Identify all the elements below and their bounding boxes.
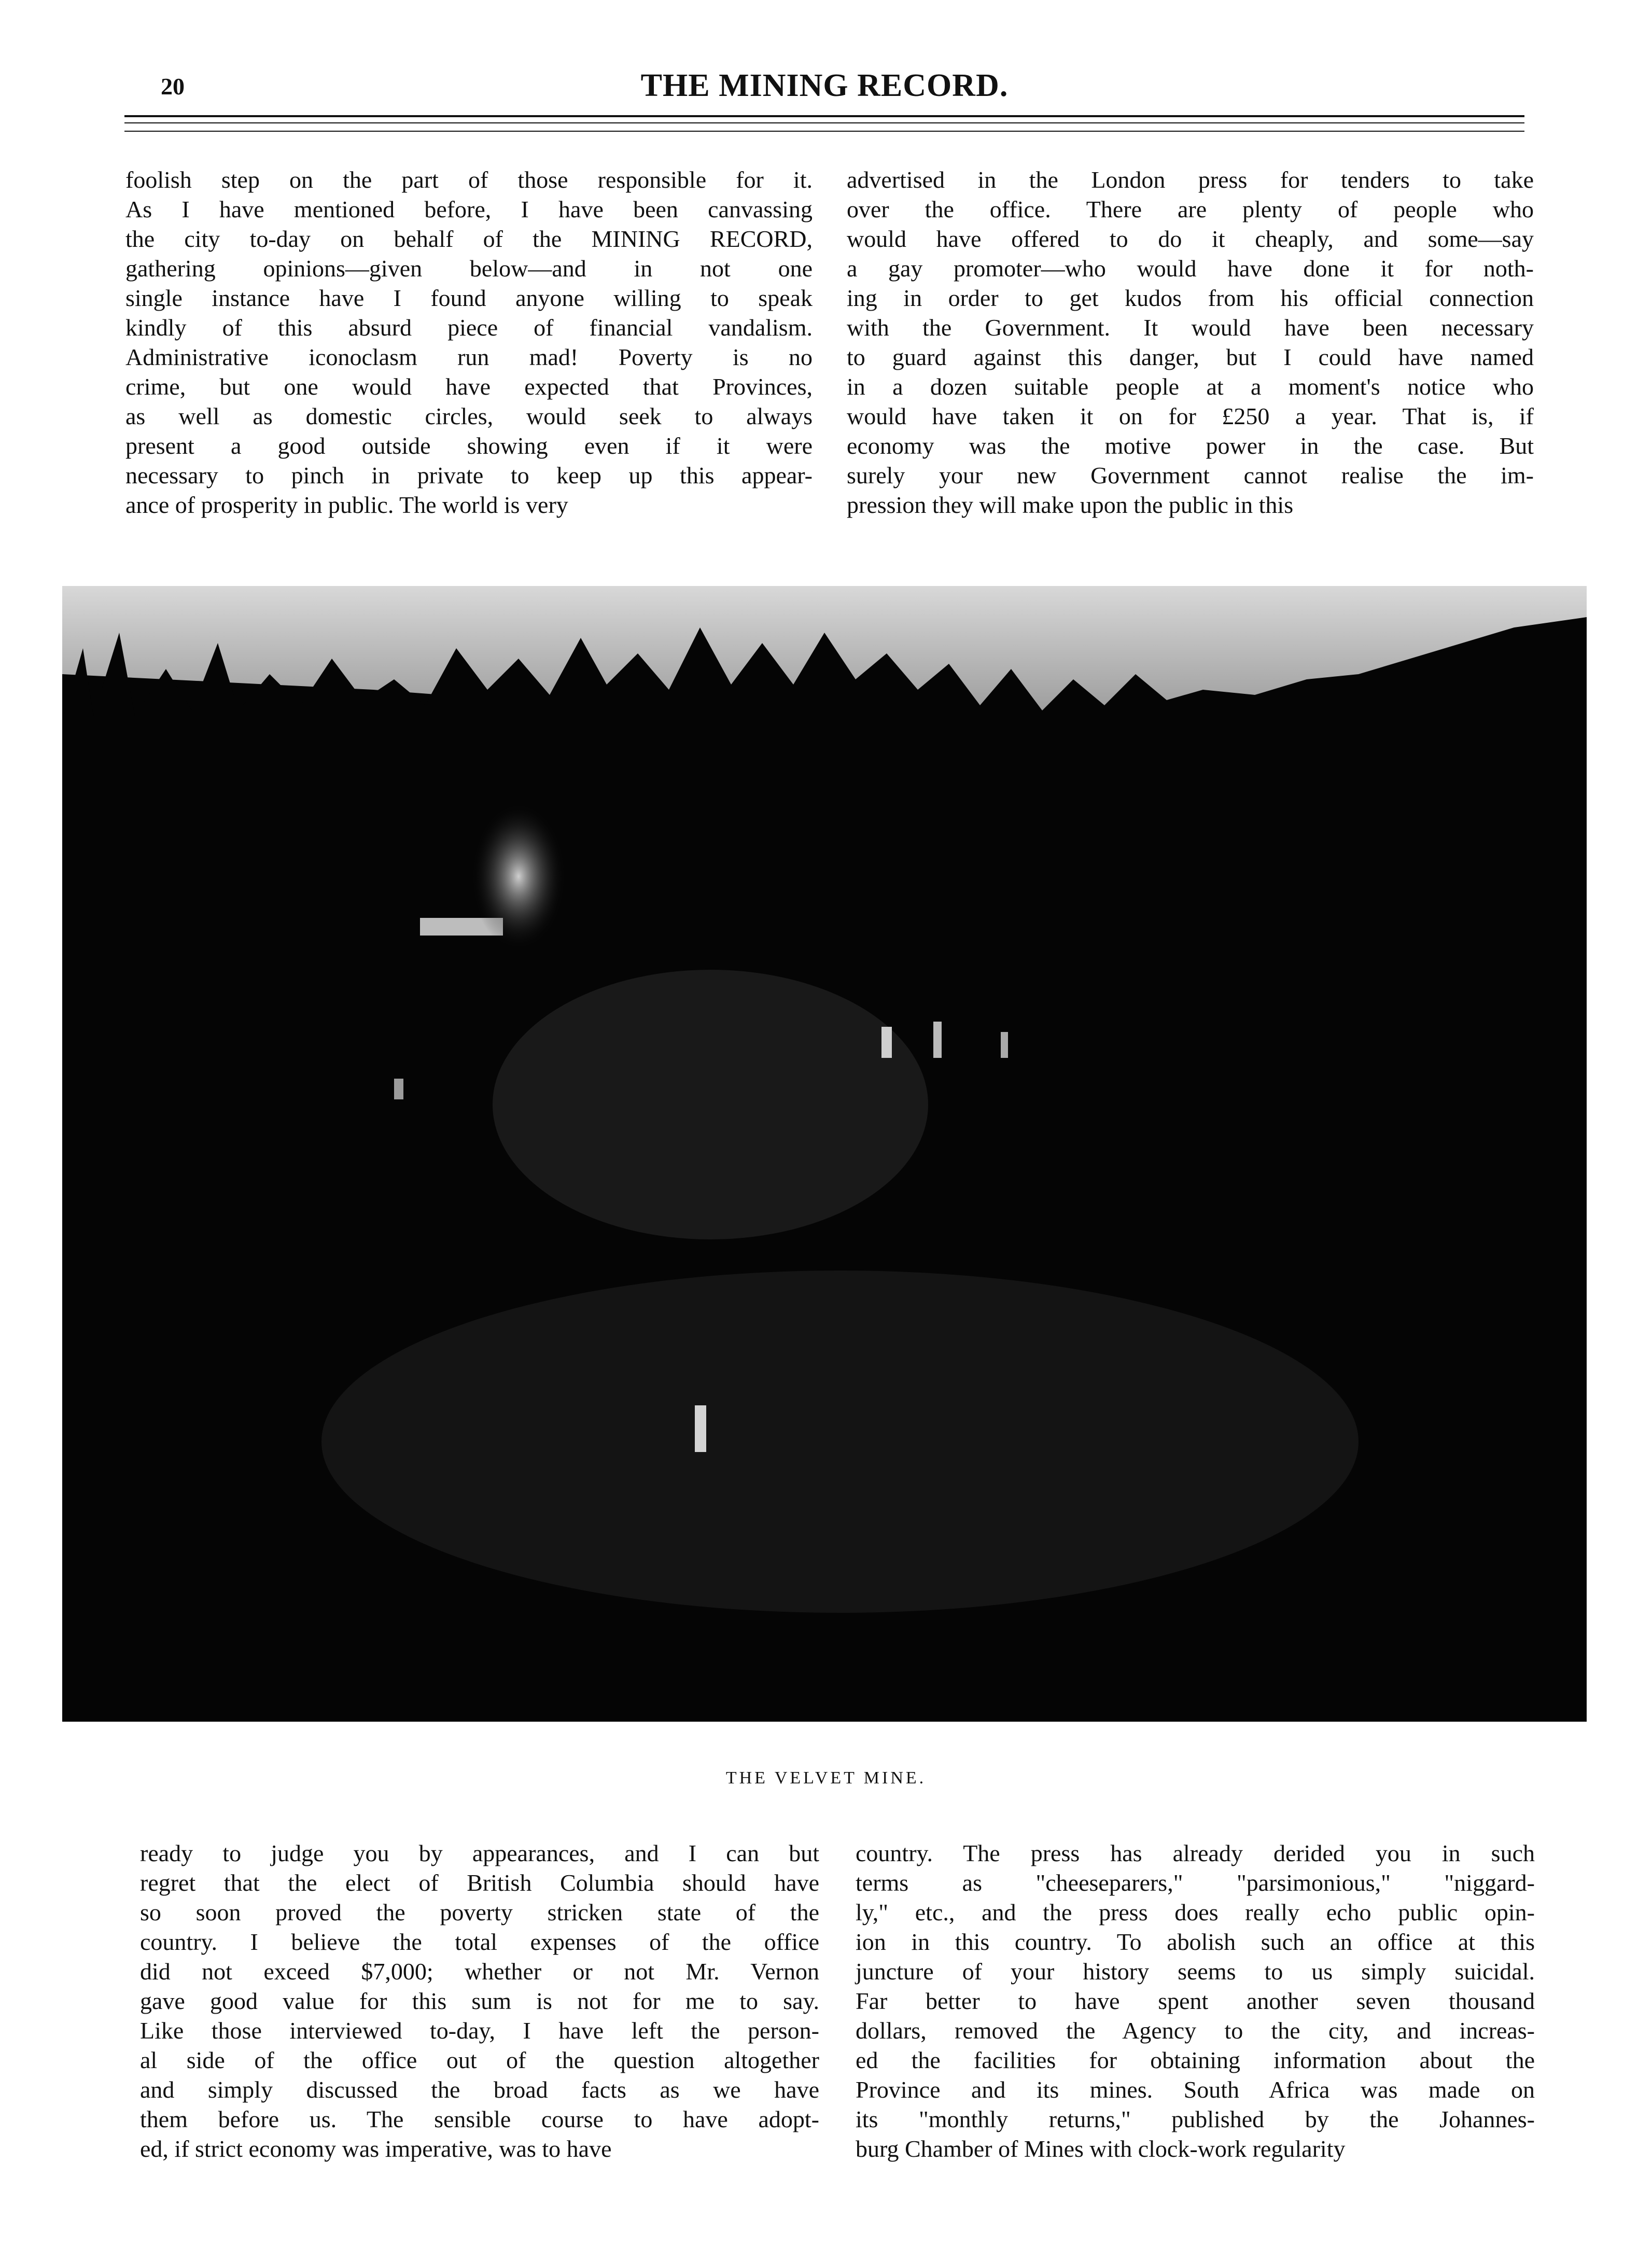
text-line: advertised in the London press for tenders to take [847, 166, 1534, 193]
text-line: would have taken it on for £250 a year. That is, if [847, 403, 1534, 429]
text-line: juncture of your history seems to us simply suicidal. [856, 1958, 1535, 1985]
text-line: to guard against this danger, but I could have named [847, 344, 1534, 370]
page-number: 20 [161, 73, 185, 100]
text-line: ed the facilities for obtaining information about the [856, 2047, 1535, 2073]
text-line: Like those interviewed to-day, I have left the person- [140, 2017, 819, 2044]
text-line: ready to judge you by appearances, and I can but [140, 1840, 819, 1866]
text-line: would have offered to do it cheaply, and some—say [847, 226, 1534, 252]
text-line: necessary to pinch in private to keep up this appear- [125, 462, 813, 489]
text-line: Province and its mines. South Africa was made on [856, 2076, 1535, 2103]
text-line: terms as "cheeseparers," "parsimonious," "niggard- [856, 1869, 1535, 1896]
text-line: pression they will make upon the public in this [847, 492, 1294, 518]
text-line: so soon proved the poverty stricken state of the [140, 1899, 819, 1925]
text-line: a gay promoter—who would have done it for noth- [847, 255, 1534, 282]
text-line: its "monthly returns," published by the Johannes- [856, 2106, 1535, 2132]
text-line: gave good value for this sum is not for me to say. [140, 1988, 819, 2014]
page-header [124, 67, 1524, 109]
text-line: Administrative iconoclasm run mad! Poverty is no [125, 344, 813, 370]
text-line: burg Chamber of Mines with clock-work regularity [856, 2136, 1346, 2162]
text-line: economy was the motive power in the case. But [847, 432, 1534, 459]
text-line: present a good outside showing even if it were [125, 432, 813, 459]
text-line: ance of prosperity in public. The world is very [125, 492, 568, 518]
text-line: as well as domestic circles, would seek to always [125, 403, 813, 429]
text-line: ing in order to get kudos from his official connection [847, 285, 1534, 311]
text-line: gathering opinions—given below—and in not one [125, 255, 813, 282]
text-line: and simply discussed the broad facts as we have [140, 2076, 819, 2103]
text-line: single instance have I found anyone willing to speak [125, 285, 813, 311]
text-line: Far better to have spent another seven thousand [856, 1988, 1535, 2014]
text-column-bottom-right [856, 1838, 1535, 2164]
figure-caption: THE VELVET MINE. [725, 1768, 927, 1788]
running-head-title: THE MINING RECORD. [640, 68, 1009, 103]
text-line: over the office. There are plenty of people who [847, 196, 1534, 222]
text-line: with the Government. It would have been necessary [847, 314, 1534, 341]
text-line: did not exceed $7,000; whether or not Mr. Vernon [140, 1958, 819, 1985]
text-column-top-left [125, 165, 813, 520]
text-line: country. I believe the total expenses of the office [140, 1929, 819, 1955]
text-column-bottom-left [140, 1838, 819, 2164]
text-line: foolish step on the part of those responsible for it. [125, 166, 813, 193]
text-line: country. The press has already derided you in such [856, 1840, 1535, 1866]
text-line: dollars, removed the Agency to the city, and increas- [856, 2017, 1535, 2044]
text-line: ed, if strict economy was imperative, was to have [140, 2136, 612, 2162]
text-line: al side of the office out of the question altogether [140, 2047, 819, 2073]
text-line: them before us. The sensible course to have adopt- [140, 2106, 819, 2132]
velvet-mine-photograph [62, 586, 1587, 1722]
header-rule [124, 131, 1524, 132]
text-line: crime, but one would have expected that Provinces, [125, 373, 813, 400]
header-rule [124, 115, 1524, 117]
text-column-top-right [847, 165, 1534, 520]
header-rule [124, 122, 1524, 123]
text-line: in a dozen suitable people at a moment's notice who [847, 373, 1534, 400]
text-line: As I have mentioned before, I have been canvassing [125, 196, 813, 222]
text-line: the city to-day on behalf of the MINING RECORD, [125, 226, 813, 252]
text-line: ion in this country. To abolish such an office at this [856, 1929, 1535, 1955]
text-line: kindly of this absurd piece of financial vandalism. [125, 314, 813, 341]
text-line: surely your new Government cannot realise the im- [847, 462, 1534, 489]
text-line: regret that the elect of British Columbia should have [140, 1869, 819, 1896]
text-line: ly," etc., and the press does really echo public opin- [856, 1899, 1535, 1925]
